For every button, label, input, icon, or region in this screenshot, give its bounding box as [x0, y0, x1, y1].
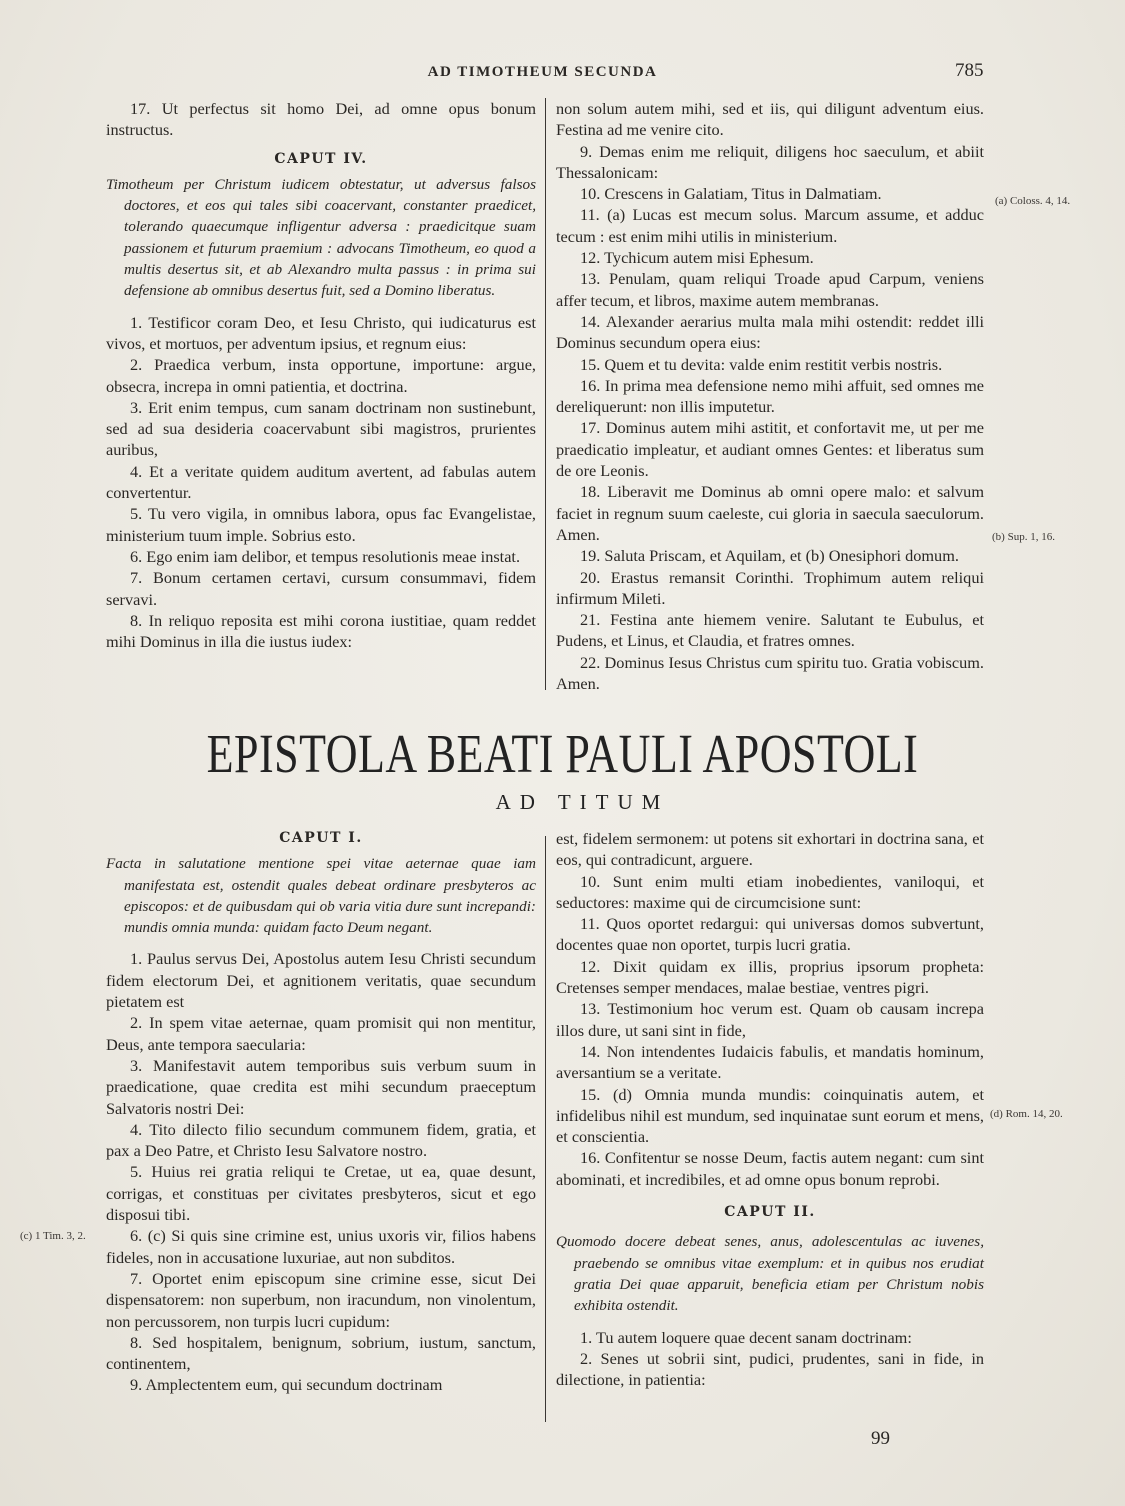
- verse: 13. Penulam, quam reliqui Troade apud Carpum, veniens affer tecum, et libros, maxime autem membranas.: [556, 269, 984, 310]
- verse: 7. Oportet enim episcopum sine crimine esse, sicut Dei dispensatorem: non superbum, non iracundum, non vinolentum, non percussorem, non turpis lucri cupidum:: [106, 1268, 536, 1331]
- verse: 19. Saluta Priscam, et Aquilam, et (b) Onesiphori domum.: [580, 546, 959, 566]
- verse: 22. Dominus Iesus Christus cum spiritu tuo. Gratia vobiscum. Amen.: [556, 652, 984, 694]
- caput-heading: CAPUT I.: [279, 830, 363, 846]
- verse: 16. Confitentur se nosse Deum, factis autem negant: cum sint abominati, et incredibiles, et ad omne opus bonum reprobi.: [556, 1148, 984, 1189]
- epistle-title: EPISTOLA BEATI PAULI APOSTOLI: [206, 723, 919, 785]
- margin-note-d: (d) Rom. 14, 20.: [990, 1108, 1063, 1120]
- verse: 2. In spem vitae aeternae, quam promisit qui non mentitur, Deus, ante tempora saecularia:: [106, 1013, 536, 1054]
- caput-heading: CAPUT IV.: [274, 150, 368, 167]
- subtitle-text: AD TITUM: [495, 790, 670, 814]
- verse: 6. Ego enim iam delibor, et tempus resolutionis meae instat.: [130, 546, 521, 566]
- verse: 6. (c) Si quis sine crimine est, unius uxoris vir, filios habens fideles, non in accusatione luxuriae, aut non subditos.: [106, 1226, 536, 1267]
- verse: 14. Alexander aerarius multa mala mihi ostendit: reddet illi Dominus secundum opera eius:: [556, 311, 984, 353]
- verse: 1. Paulus servus Dei, Apostolus autem Iesu Christi secundum fidem electorum Dei, et agnitionem veritatis, quae secundum pietatem est: [106, 949, 536, 1012]
- verse: 8. Sed hospitalem, benignum, sobrium, iustum, sanctum, continentem,: [106, 1332, 536, 1374]
- verse: 12. Dixit quidam ex illis, proprius ipsorum propheta: Cretenses semper mendaces, malae bestiae, ventres pigri.: [556, 956, 984, 998]
- verse: 10. Crescens in Galatiam, Titus in Dalmatiam.: [580, 184, 882, 204]
- epistle-subtitle: [0, 790, 1125, 815]
- verse: 2. Senes ut sobrii sint, pudici, prudentes, sani in fide, in dilectione, in patientia:: [556, 1348, 984, 1390]
- verse: 9. Demas enim me reliquit, diligens hoc saeculum, et abiit Thessalonicam:: [556, 141, 984, 182]
- verse: 17. Dominus autem mihi astitit, et confortavit me, ut per me praedicatio impleatur, et audiant omnes Gentes: et liberatus sum de ore Leonis.: [556, 418, 984, 481]
- verse: 20. Erastus remansit Corinthi. Trophimum autem reliqui infirmum Mileti.: [556, 567, 984, 608]
- caput-heading: CAPUT II.: [724, 1204, 816, 1221]
- margin-note-c: (c) 1 Tim. 3, 2.: [20, 1230, 86, 1242]
- bottom-left-column: [106, 822, 536, 1396]
- verse-continuation: non solum autem mihi, sed et iis, qui diligunt adventum eius. Festina ad me venire cito.: [556, 99, 984, 140]
- verse: 14. Non intendentes Iudaicis fabulis, et mandatis hominum, aversantium se a veritate.: [556, 1041, 984, 1083]
- verse: 9. Amplectentem eum, qui secundum doctrinam: [130, 1375, 443, 1395]
- verse: 8. In reliquo reposita est mihi corona iustitiae, quam reddet mihi Dominus in illa die iustus iudex:: [106, 610, 536, 652]
- verse: 7. Bonum certamen certavi, cursum consummavi, fidem servavi.: [106, 568, 536, 609]
- signature-mark: [0, 1428, 1125, 1450]
- column-divider-top: [545, 98, 546, 690]
- chapter-summary: Quomodo docere debeat senes, anus, adolescentulas ac iuvenes, praebendo se omnibus vitae exemplum: et in quibus nos erudiat gratia Dei quae apparuit, beneficia etiam per Christum nobis exhibita ostendit.: [556, 1233, 984, 1315]
- verse: 1. Testificor coram Deo, et Iesu Christo, qui iudicaturus est vivos, et mortuos, per adventum ipsius, et regnum eius:: [106, 312, 536, 353]
- verse: 12. Tychicum autem misi Ephesum.: [580, 248, 814, 268]
- verse: 15. (d) Omnia munda mundis: coinquinatis autem, et infidelibus nihil est mundum, sed inquinatae sunt eorum et mens, et conscientia.: [556, 1084, 984, 1147]
- signature-number: 99: [871, 1428, 890, 1449]
- verse: 4. Tito dilecto filio secundum communem fidem, gratia, et pax a Deo Patre, et Christo Iesu Salvatore nostro.: [106, 1119, 536, 1161]
- top-right-column: [556, 98, 984, 694]
- verse: 15. Quem et tu devita: valde enim restitit verbis nostris.: [580, 354, 943, 374]
- chapter-summary: Facta in salutatione mentione spei vitae aeternae quae iam manifestata est, ostendit quales debeat ordinare presbyteros ac episcopos: et de quibusdam qui ob varia vitia dure sunt increpandi: mundis omnia munda: quidam facto Deum negant.: [106, 855, 536, 937]
- verse-continuation: est, fidelem sermonem: ut potens sit exhortari in doctrina sana, et eos, qui contradicunt, arguere.: [556, 829, 984, 870]
- verse: 10. Sunt enim multi etiam inobedientes, vaniloqui, et seductores: maxime qui de circumcisione sunt:: [556, 871, 984, 912]
- verse: 16. In prima mea defensione nemo mihi affuit, sed omnes me dereliquerunt: non illis imputetur.: [556, 375, 984, 417]
- bottom-right-column: [556, 828, 984, 1390]
- verse: 1. Tu autem loquere quae decent sanam doctrinam:: [580, 1327, 912, 1347]
- verse: 11. Quos oportet redargui: qui universas domos subvertunt, docentes quae non oportet, turpis lucri gratia.: [556, 914, 984, 955]
- verse: 5. Huius rei gratia reliqui te Cretae, ut ea, quae desunt, corrigas, et constituas per civitates presbyteros, sicut et ego disposui tibi.: [106, 1162, 536, 1225]
- verse: 4. Et a veritate quidem auditum avertent, ad fabulas autem convertentur.: [106, 461, 536, 503]
- verse: 3. Manifestavit autem temporibus suis verbum suum in praedicatione, quae credita est mihi secundum praeceptum Salvatoris nostri Dei:: [106, 1055, 536, 1118]
- chapter-summary: Timotheum per Christum iudicem obtestatur, ut adversus falsos doctores, et eos qui tales sibi coacervant, constanter praedicet, tolerando quaecumque infligentur adversa : praedicitque suam passionem et futurum praemium : advocans Timotheum, eo quod a multis desertus sit, et ab Alexandro multa passus : in prima sui defensione ab omnibus desertus fuit, sed a Domino liberatus.: [106, 175, 536, 300]
- verse: 17. Ut perfectus sit homo Dei, ad omne opus bonum instructus.: [106, 99, 536, 140]
- page-number: 785: [955, 60, 984, 81]
- margin-note-b: (b) Sup. 1, 16.: [992, 531, 1055, 543]
- running-title: AD TIMOTHEUM SECUNDA: [427, 64, 658, 80]
- verse: 18. Liberavit me Dominus ab omni opere malo: et salvum faciet in regnum suum caeleste, cui gloria in saecula saeculorum. Amen.: [556, 482, 984, 544]
- verse: 2. Praedica verbum, insta opportune, importune: argue, obsecra, increpa in omni patientia, et doctrina.: [106, 355, 536, 396]
- verse: 3. Erit enim tempus, cum sanam doctrinam non sustinebunt, sed ad sua desideria coacervabunt sibi magistros, prurientes auribus,: [106, 397, 536, 460]
- verse: 11. (a) Lucas est mecum solus. Marcum assume, et adduc tecum : est enim mihi utilis in ministerium.: [556, 205, 984, 246]
- column-divider-bottom: [545, 836, 546, 1422]
- verse: 21. Festina ante hiemem venire. Salutant te Eubulus, et Pudens, et Linus, et Claudia, et fratres omnes.: [556, 610, 984, 651]
- margin-note-a: (a) Coloss. 4, 14.: [995, 195, 1071, 207]
- verse: 13. Testimonium hoc verum est. Quam ob causam increpa illos dure, ut sani sint in fide,: [556, 999, 984, 1040]
- verse: 5. Tu vero vigila, in omnibus labora, opus fac Evangelistae, ministerium tuum imple. Sobrius esto.: [106, 504, 536, 545]
- top-left-column: [106, 98, 536, 652]
